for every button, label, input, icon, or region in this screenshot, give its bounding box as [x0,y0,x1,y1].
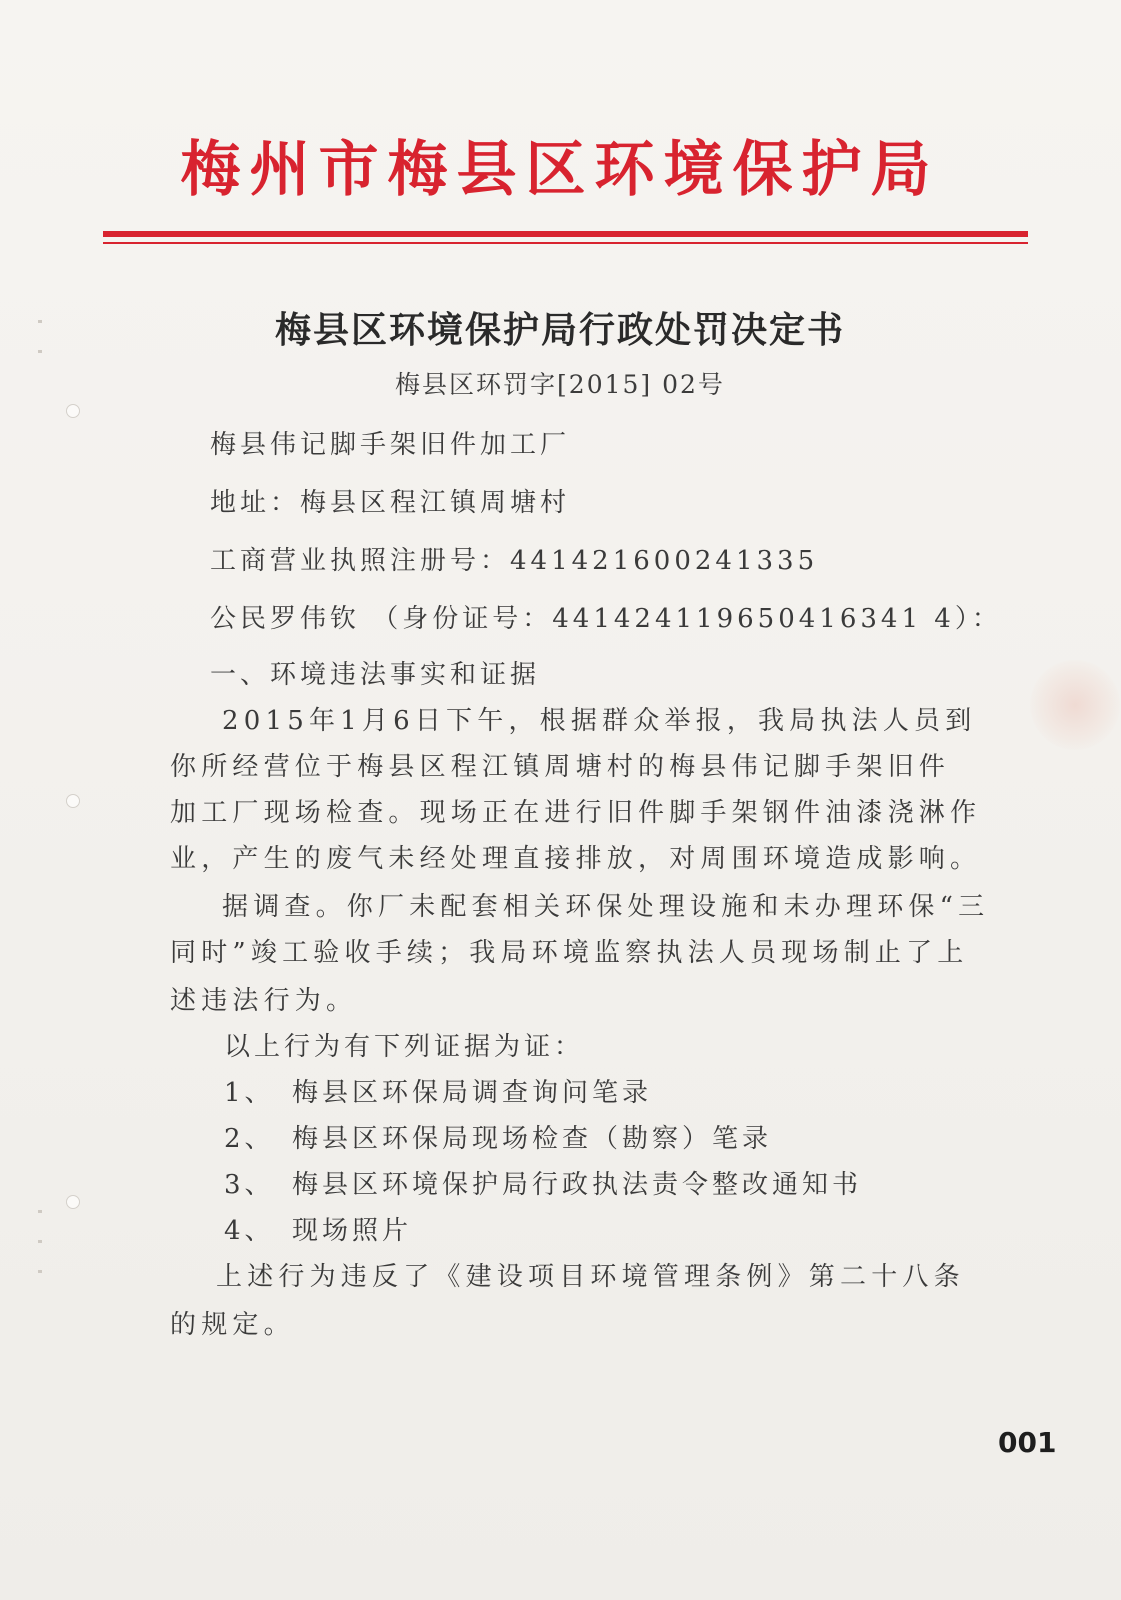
recipient-address: 地址：梅县区程江镇周塘村 [210,488,571,518]
punch-hole [66,404,80,418]
binding-mark [38,320,42,323]
section-heading: 一、环境违法事实和证据 [210,660,541,690]
paragraph-line: 同时”竣工验收手续；我局环境监察执法人员现场制止了上 [170,938,969,968]
evidence-intro: 以上行为有下列证据为证： [224,1032,585,1062]
punch-hole [66,1195,80,1209]
issuing-authority: 梅州市梅县区环境保护局 [180,135,940,205]
evidence-item: 梅县区环保局调查询问笔录 [292,1078,653,1108]
binding-mark [38,1270,42,1273]
document-title: 梅县区环境保护局行政处罚决定书 [274,310,845,351]
red-rule-thin [103,242,1028,244]
paragraph-line: 2015年1月6日下午，根据群众举报，我局执法人员到 [222,706,977,736]
paragraph-line: 的规定。 [170,1310,295,1340]
evidence-number: 3、 [224,1170,275,1200]
paragraph-line: 业，产生的废气未经处理直接排放，对周围环境造成影响。 [170,844,982,874]
business-license: 工商营业执照注册号：441421600241335 [210,546,819,576]
binding-mark [38,1210,42,1213]
evidence-item: 现场照片 [292,1216,413,1246]
evidence-item: 梅县区环保局现场检查（勘察）笔录 [292,1124,773,1154]
paragraph-line: 述违法行为。 [170,986,358,1016]
page-number: 001 [998,1426,1057,1459]
punch-hole [66,794,80,808]
evidence-number: 2、 [224,1124,275,1154]
citizen-info: 公民罗伟钦 （身份证号：441424119650416341 4）： [210,604,1002,634]
paragraph-line: 加工厂现场检查。现场正在进行旧件脚手架钢件油漆浇淋作 [170,798,982,828]
evidence-number: 1、 [224,1078,275,1108]
paragraph-line: 你所经营位于梅县区程江镇周塘村的梅县伟记脚手架旧件 [170,752,951,782]
evidence-number: 4、 [224,1216,275,1246]
binding-mark [38,1240,42,1243]
paragraph-line: 据调查。你厂未配套相关环保处理设施和未办理环保“三 [222,892,990,922]
evidence-item: 梅县区环境保护局行政执法责令整改通知书 [292,1170,863,1200]
red-rule-thick [103,231,1028,237]
paragraph-line: 上述行为违反了《建设项目环境管理条例》第二十八条 [216,1262,965,1292]
binding-mark [38,350,42,353]
document-number: 梅县区环罚字[2015] 02号 [395,370,725,399]
paper-stain [1030,660,1120,750]
recipient-name: 梅县伟记脚手架旧件加工厂 [210,430,571,460]
